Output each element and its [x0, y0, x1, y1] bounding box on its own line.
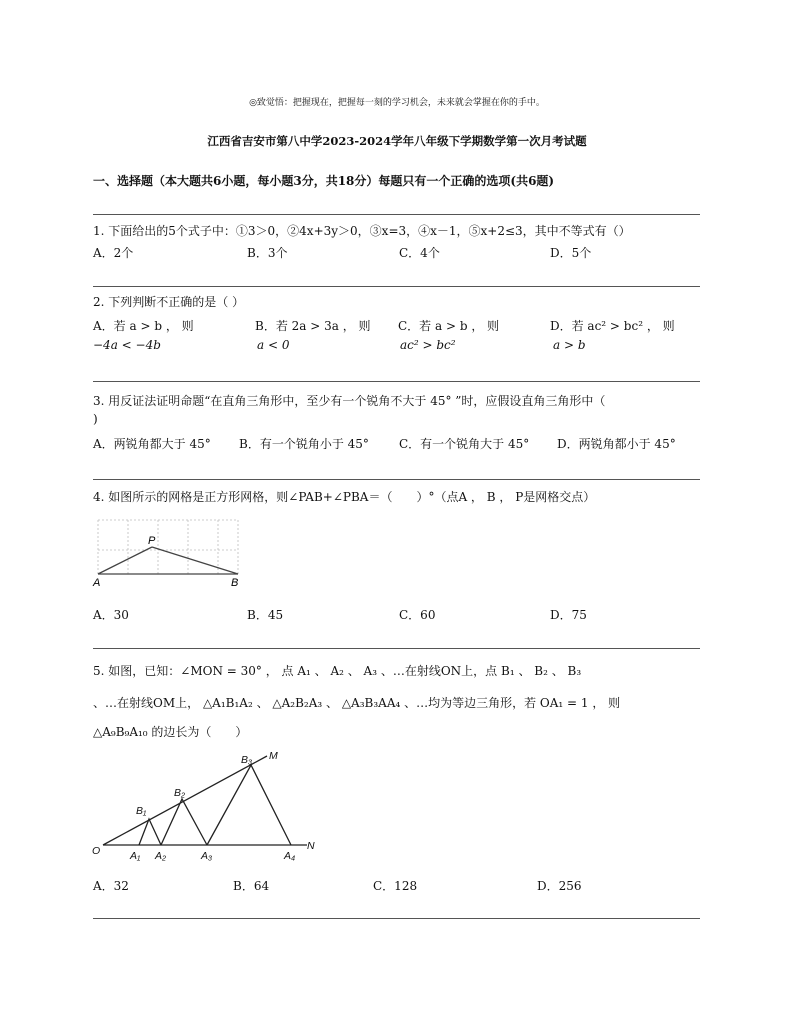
- label-b1: B₁: [136, 805, 147, 817]
- label-p: P: [148, 535, 156, 547]
- question-2-option-d: D．若 ac² > bc² ， 则: [550, 319, 675, 333]
- question-1-option-b: B．3个: [247, 246, 288, 260]
- ray-om: [103, 756, 267, 845]
- question-5-option-d: D．256: [537, 879, 582, 893]
- question-2-option-d-result: a > b: [553, 338, 586, 352]
- question-divider: [93, 648, 700, 649]
- exam-title: 江西省吉安市第八中学2023-2024学年八年级下学期数学第一次月考试题: [207, 134, 587, 148]
- question-5-stem-line1: 5. 如图，已知：∠MON = 30° ， 点 A₁ 、 A₂ 、 A₃ 、…在射线ON上，点 B₁ 、 B₂ 、 B₃: [93, 664, 582, 678]
- question-5-option-c: C．128: [373, 879, 418, 893]
- grid-lines: [98, 520, 238, 574]
- question-2-option-c: C．若 a > b ， 则: [398, 319, 500, 333]
- question-2-option-b-result: a < 0: [257, 338, 290, 352]
- label-n: N: [307, 840, 315, 852]
- question-5-stem-line3: △A₉B₉A₁₀ 的边长为（ ）: [93, 725, 248, 739]
- question-4-stem: 4. 如图所示的网格是正方形网格，则∠PAB+∠PBA＝（ ）°（点A ， B ， P是网格交点）: [93, 490, 596, 504]
- label-a1: A₁: [130, 850, 141, 862]
- question-divider: [93, 286, 700, 287]
- triangle-a1b1a2: [139, 819, 161, 845]
- label-a4: A₄: [284, 850, 296, 862]
- label-a: A: [93, 577, 101, 589]
- question-4-option-d: D．75: [550, 608, 587, 622]
- label-b2: B₂: [174, 787, 186, 799]
- question-2-option-c-result: ac² > bc²: [400, 338, 456, 352]
- question-divider: [93, 479, 700, 480]
- question-divider: [93, 214, 700, 215]
- section-heading: 一、选择题（本大题共6小题，每小题3分，共18分）每题只有一个正确的选项(共6题): [93, 174, 555, 188]
- question-4-option-b: B．45: [247, 608, 284, 622]
- question-2-option-b: B．若 2a > 3a ， 则: [255, 319, 371, 333]
- triangle-a3b3a4: [207, 765, 291, 845]
- question-5-stem-line2: 、…在射线OM上， △A₁B₁A₂ 、 △A₂B₂A₃ 、 △A₃B₃AA₄ 、…均为等边三角形，若 OA₁ = 1 ， 则: [93, 696, 621, 710]
- triangle-a2b2a3: [161, 799, 207, 845]
- grid-figure: [92, 512, 262, 592]
- question-2-stem: 2. 下列判断不正确的是（ ）: [93, 295, 245, 309]
- label-b: B: [231, 577, 239, 589]
- label-a2: A₂: [155, 850, 167, 862]
- question-4-option-c: C．60: [399, 608, 436, 622]
- question-3-option-a: A．两锐角都大于 45°: [93, 437, 211, 451]
- label-a3: A₃: [201, 850, 213, 862]
- label-b3: B₃: [241, 754, 253, 766]
- triangle-chain-figure: [88, 748, 328, 864]
- question-2-option-a-result: −4a < −4b: [93, 338, 161, 352]
- question-3-stem-close: ): [93, 412, 98, 426]
- question-5-option-a: A．32: [93, 879, 129, 893]
- question-3-option-c: C．有一个锐角大于 45°: [399, 437, 530, 451]
- question-1-option-a: A．2个: [93, 246, 134, 260]
- label-o: O: [92, 845, 101, 857]
- question-1-stem: 1. 下面给出的5个式子中：①3＞0，②4x+3y＞0，③x=3，④x－1，⑤x+2≤3，其中不等式有（）: [93, 224, 631, 238]
- question-3-option-b: B．有一个锐角小于 45°: [239, 437, 369, 451]
- question-2-option-a: A．若 a > b ， 则: [93, 319, 194, 333]
- question-divider: [93, 918, 700, 919]
- question-5-option-b: B．64: [233, 879, 270, 893]
- question-divider: [93, 381, 700, 382]
- question-1-option-d: D．5个: [550, 246, 592, 260]
- question-4-option-a: A．30: [93, 608, 129, 622]
- question-3-stem: 3. 用反证法证明命题“在直角三角形中，至少有一个锐角不大于 45° ”时，应假设直角三角形中（: [93, 394, 606, 408]
- label-m: M: [269, 750, 278, 762]
- motto-line: ◎致觉悟：把握现在，把握每一刻的学习机会，未来就会掌握在你的手中。: [249, 98, 545, 108]
- triangle-pab: [98, 547, 238, 574]
- question-1-option-c: C．4个: [399, 246, 440, 260]
- question-3-option-d: D．两锐角都小于 45°: [557, 437, 676, 451]
